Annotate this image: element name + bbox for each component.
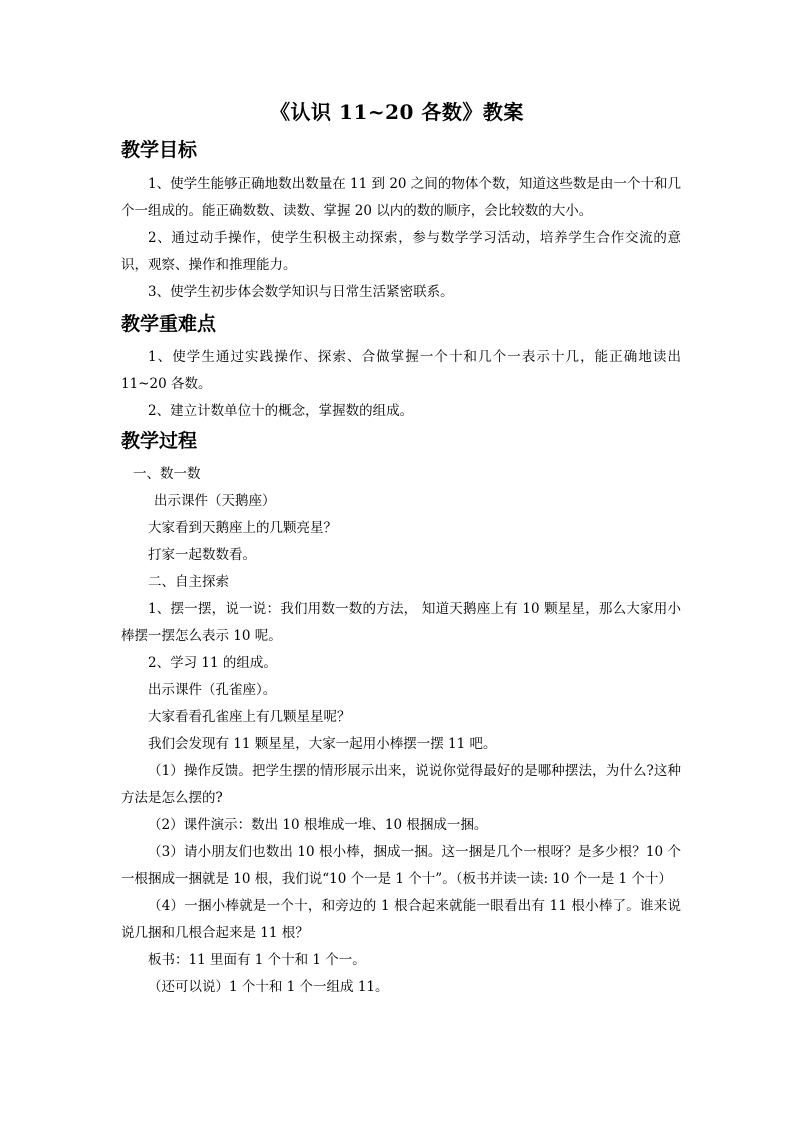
goals-paragraph-2: 2、通过动手操作，使学生积极主动探索，参与数学学习活动，培养学生合作交流的意识，观察、操作和推理能力。 bbox=[121, 230, 681, 273]
keypoints-paragraph-2: 2、建立计数单位十的概念，掌握数的组成。 bbox=[148, 403, 414, 419]
heading-teaching-goals: 教学目标 bbox=[121, 139, 198, 161]
goals-paragraph-3: 3、使学生初步体会数学知识与日常生活紧密联系。 bbox=[148, 284, 454, 300]
process-line-question-cygnus: 大家看到天鹅座上的几颗亮星？ bbox=[148, 520, 337, 536]
process-line-learn-11: 2、学习 11 的组成。 bbox=[148, 655, 277, 671]
heading-teaching-process: 教学过程 bbox=[121, 430, 198, 452]
process-paragraph-arrange-sticks: 1、摆一摆，说一说：我们用数一数的方法， 知道天鹅座上有 10 颗星星，那么大家用小棒摆一摆怎么表示 10 呢。 bbox=[121, 601, 681, 644]
process-line-eleven-stars: 我们会发现有 11 颗星星，大家一起用小棒摆一摆 11 吧。 bbox=[148, 736, 497, 752]
process-line-count-together: 打家一起数数看。 bbox=[148, 547, 256, 563]
keypoints-paragraph-1: 1、使学生通过实践操作、探索、合做掌握一个十和几个一表示十几，能正确地读出 11~20 各数。 bbox=[121, 349, 681, 392]
process-line-count: 一、数一数 bbox=[133, 466, 201, 482]
process-line-courseware-cygnus: 出示课件（天鹅座） bbox=[154, 493, 276, 509]
heading-key-difficulties: 教学重难点 bbox=[121, 313, 217, 335]
document-title: 《认识 11~20 各数》教案 bbox=[270, 100, 524, 124]
process-line-courseware-pavo: 出示课件（孔雀座）。 bbox=[148, 682, 277, 698]
process-line-courseware-demo: （2）课件演示：数出 10 根堆成一堆、10 根捆成一捆。 bbox=[148, 817, 488, 833]
process-paragraph-bundle: （3）请小朋友们也数出 10 根小棒，捆成一捆。这一捆是几个一根呀？是多少根？10 个一根捆成一捆就是 10 根，我们说“10 个一是 1 个十”。（板书并读一读: 10 个一是 1 个十） bbox=[121, 844, 681, 887]
goals-paragraph-1: 1、使学生能够正确地数出数量在 11 到 20 之间的物体个数，知道这些数是由一个十和几个一组成的。能正确数数、读数、掌握 20 以内的数的顺序，会比较数的大小。 bbox=[121, 176, 681, 219]
process-line-board-writing: 板书：11 里面有 1 个十和 1 个一。 bbox=[148, 952, 366, 968]
process-line-question-pavo: 大家看看孔雀座上有几颗星星呢？ bbox=[148, 709, 351, 725]
process-line-composition-11: （还可以说）1 个十和 1 个一组成 11。 bbox=[148, 979, 389, 995]
process-line-self-explore: 二、自主探索 bbox=[148, 574, 229, 590]
process-paragraph-one-ten: （4）一捆小棒就是一个十，和旁边的 1 根合起来就能一眼看出有 11 根小棒了。谁来说说几捆和几根合起来是 11 根？ bbox=[121, 898, 681, 941]
process-paragraph-feedback: （1）操作反馈。把学生摆的情形展示出来，说说你觉得最好的是哪种摆法，为什么?这种方法是怎么摆的? bbox=[121, 763, 681, 806]
